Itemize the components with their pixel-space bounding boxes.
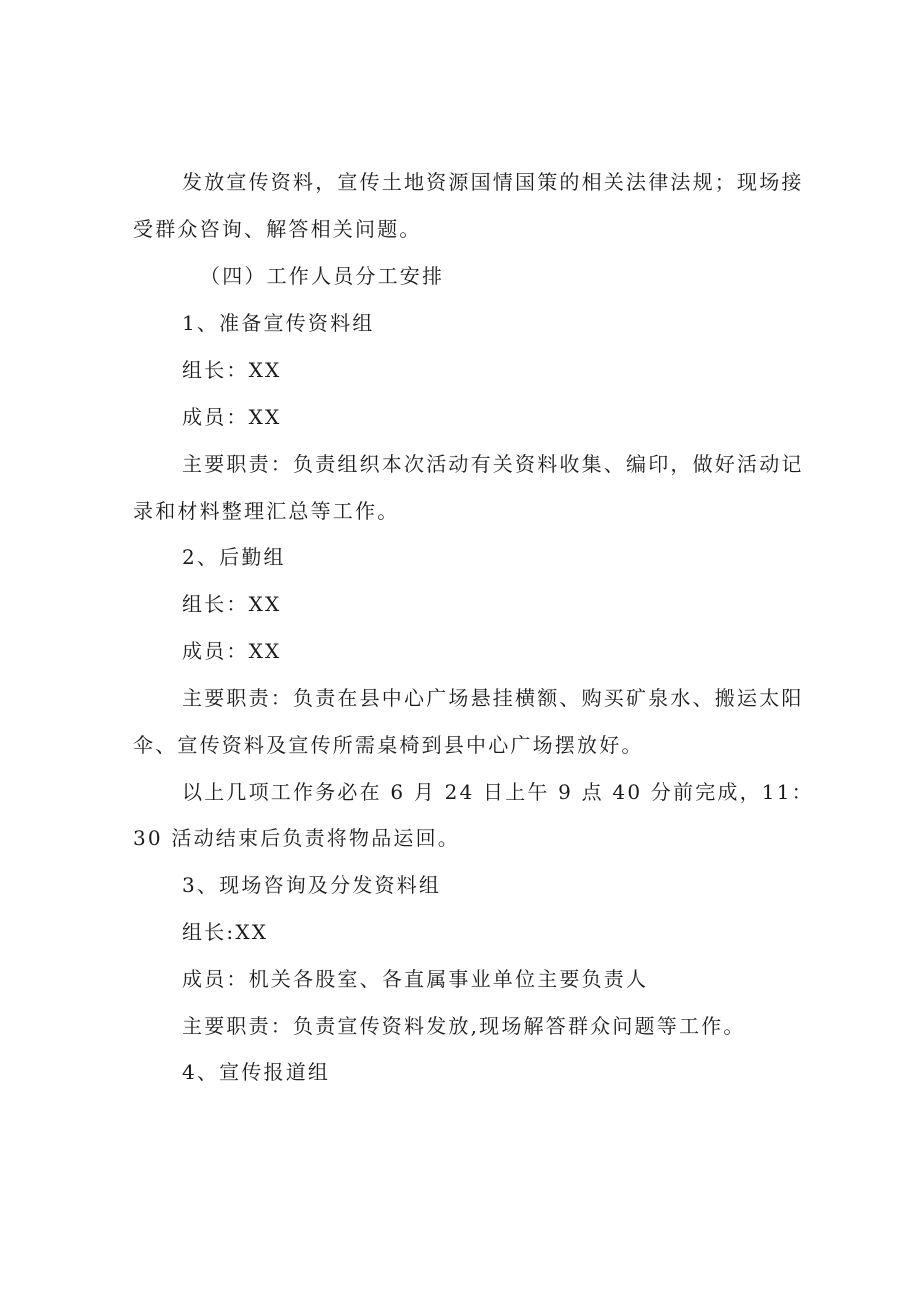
group-2-leader: 组长：XX [182, 592, 282, 616]
group-3-leader: 组长:XX [182, 920, 269, 944]
group-1-title: 1、准备宣传资料组 [182, 311, 375, 335]
group-2-members: 成员：XX [182, 639, 282, 663]
paragraph-intro-line-1: 发放宣传资料，宣传土地资源国情国策的相关法律法规；现场接 [182, 170, 804, 194]
group-1-duty-line-1: 主要职责：负责组织本次活动有关资料收集、编印，做好活动记 [182, 452, 804, 476]
group-1-members: 成员：XX [182, 405, 282, 429]
group-3-members: 成员：机关各股室、各直属事业单位主要负责人 [182, 967, 649, 991]
group-4-title: 4、宣传报道组 [182, 1060, 331, 1084]
group-1-duty-line-2: 录和材料整理汇总等工作。 [133, 499, 400, 523]
group-1-leader: 组长：XX [182, 358, 282, 382]
group-2-duty-line-2: 伞、宣传资料及宣传所需桌椅到县中心广场摆放好。 [133, 733, 644, 757]
group-2-title: 2、后勤组 [182, 545, 286, 569]
section-heading-staff-assignment: （四）工作人员分工安排 [200, 264, 445, 288]
group-2-duty-line-1: 主要职责：负责在县中心广场悬挂横额、购买矿泉水、搬运太阳 [182, 686, 804, 710]
paragraph-intro-line-2: 受群众咨询、解答相关问题。 [133, 217, 422, 241]
group-3-duty: 主要职责：负责宣传资料发放,现场解答群众问题等工作。 [182, 1014, 746, 1038]
group-2-note-line-1: 以上几项工作务必在 6 月 24 日上午 9 点 40 分前完成，11： [182, 780, 814, 804]
group-3-title: 3、现场咨询及分发资料组 [182, 873, 442, 897]
group-2-note-line-2: 30 活动结束后负责将物品运回。 [133, 826, 461, 850]
